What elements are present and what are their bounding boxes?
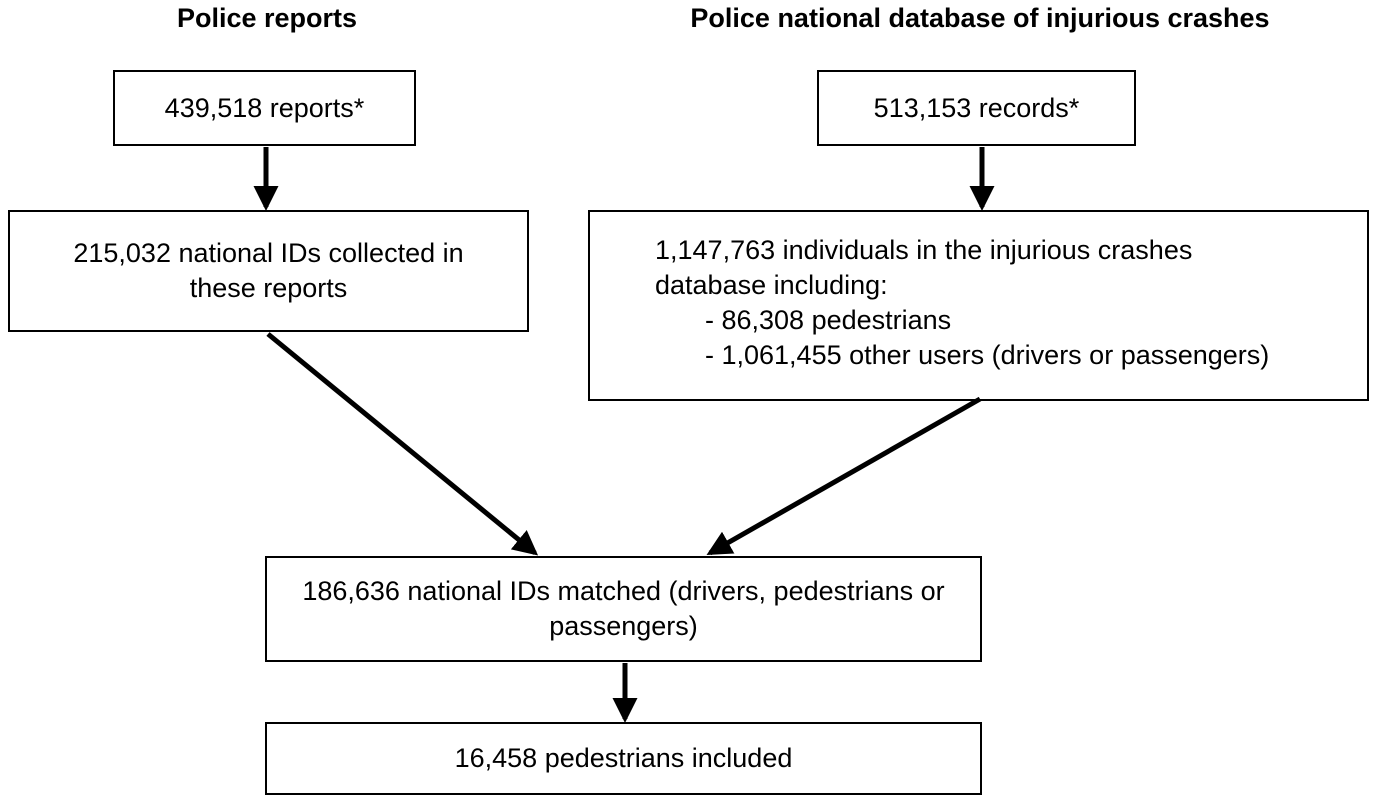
individuals-item-other-users: - 1,061,455 other users (drivers or passengers) [705, 340, 1270, 370]
arrow-ids-to-matched [268, 334, 535, 553]
box-national-ids-matched [265, 556, 982, 662]
box-national-ids-label: 215,032 national IDs collected in these reports [73, 238, 464, 303]
individuals-line-1: 1,147,763 individuals in the injurious crashes [655, 235, 1193, 265]
arrow-individuals-to-matched [710, 399, 980, 553]
box-individuals [588, 210, 1369, 401]
box-reports-label: 439,518 reports* [164, 92, 365, 123]
heading-police-national-database: Police national database of injurious crashes [690, 3, 1270, 33]
box-records-label: 513,153 records* [873, 92, 1080, 123]
box-matched-label: 186,636 national IDs matched (drivers, pedestrians or passengers) [302, 576, 945, 641]
box-national-ids-collected [8, 210, 529, 332]
heading-police-reports: Police reports [176, 3, 358, 33]
box-included-label: 16,458 pedestrians included [454, 743, 793, 773]
box-reports [113, 70, 416, 146]
box-pedestrians-included [265, 722, 982, 795]
box-records [817, 70, 1136, 146]
individuals-item-pedestrians: - 86,308 pedestrians [705, 305, 952, 335]
individuals-line-2: database including: [655, 270, 888, 300]
